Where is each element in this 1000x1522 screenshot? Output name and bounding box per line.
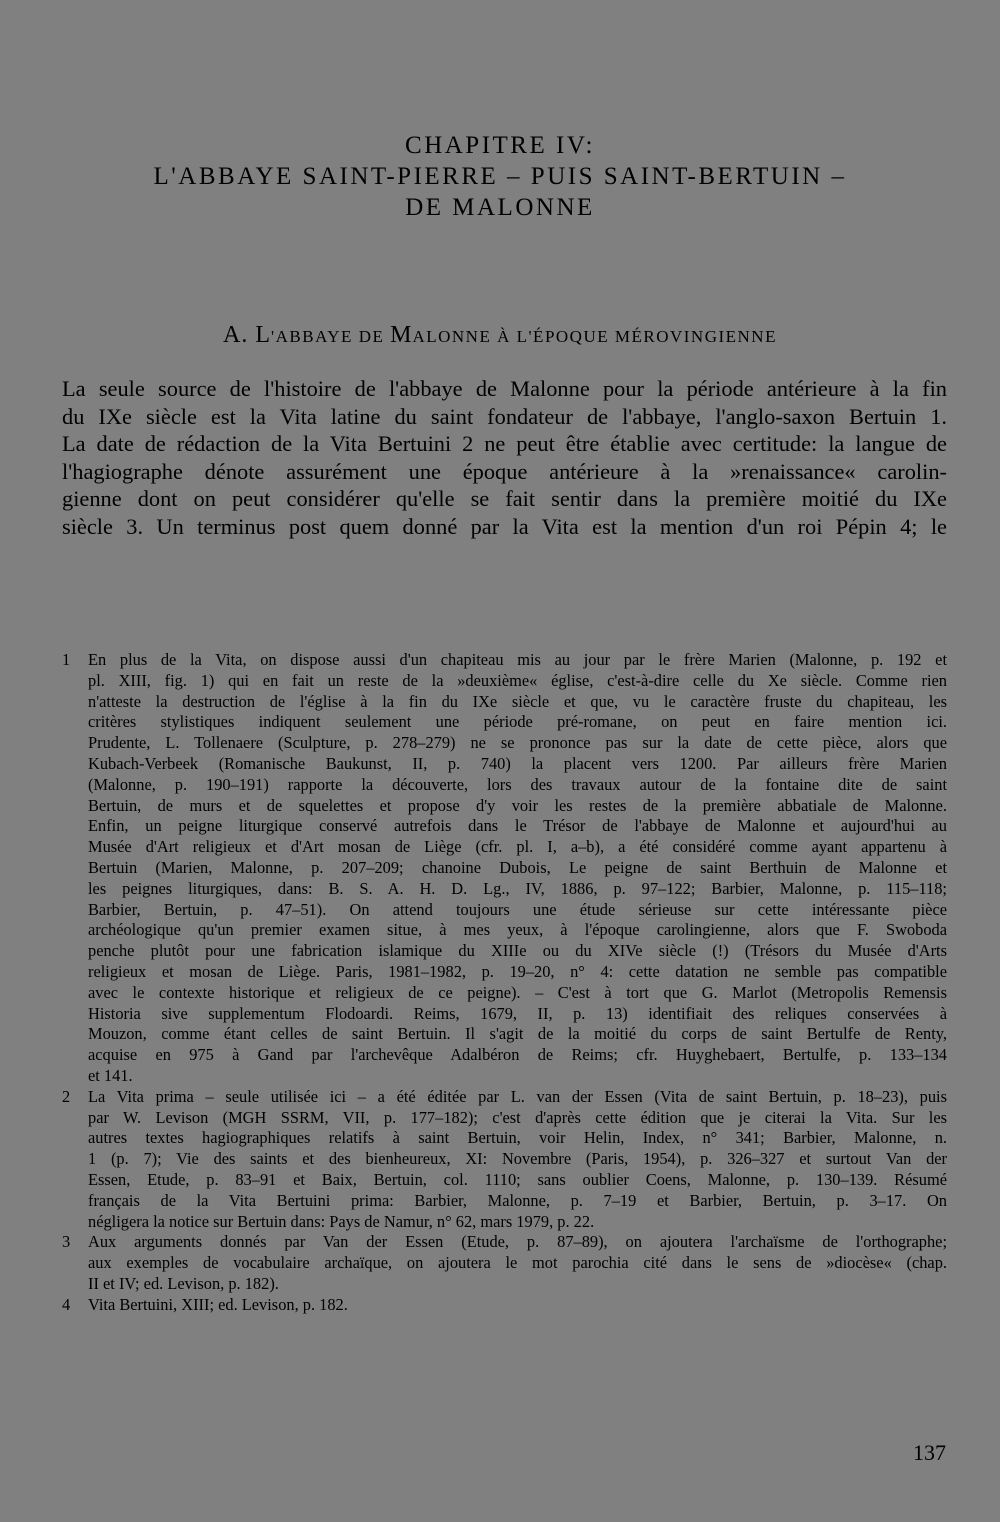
footnote-text bbox=[88, 1087, 947, 1233]
footnote-text bbox=[88, 1295, 947, 1316]
footnote-line: avec le contexte historique et religieux de ce peigne). – C'est à tort que G. Marlot (Metropolis Remensis bbox=[88, 982, 947, 1002]
footnote-number: 1 bbox=[62, 650, 71, 669]
footnote-line: Bertuin (Marien, Malonne, p. 207–209; chanoine Dubois, Le peigne de saint Berthuin de Malonne et bbox=[88, 857, 947, 877]
chapter-number: CHAPITRE IV: bbox=[405, 132, 595, 159]
footnote bbox=[62, 1087, 947, 1233]
footnote-line: Historia sive supplementum Flodoardi. Reims, 1679, II, p. 13) identifiait des reliques conservées à bbox=[88, 1003, 947, 1023]
footnote-number: 2 bbox=[62, 1086, 71, 1106]
footnote bbox=[62, 1232, 947, 1294]
footnote-line: Prudente, L. Tollenaere (Sculpture, p. 278–279) ne se prononce pas sur la date de cette pièce, alors que bbox=[88, 733, 947, 753]
footnote bbox=[62, 650, 947, 1087]
section-heading: A. L'ABBAYE DE MALONNE À L'ÉPOQUE MÉROVINGIENNE bbox=[223, 322, 777, 348]
main-text-line: du IXe siècle est la Vita latine du saint fondateur de l'abbaye, l'anglo-saxon Bertuin 1. bbox=[62, 403, 947, 429]
main-text-line: l'hagiographe dénote assurément une époque antérieure à la »renaissance« carolin- bbox=[62, 458, 947, 484]
footnote-number: 4 bbox=[62, 1294, 71, 1314]
footnote-line: et 141. bbox=[88, 1065, 133, 1085]
footnote-line: aux exemples de vocabulaire archaïque, on ajoutera le mot parochia cité dans le sens de »diocèse« (chap. bbox=[88, 1253, 947, 1273]
footnote-line: En plus de la Vita, on dispose aussi d'un chapiteau mis au jour par le frère Marien (Malonne, p. 192 et bbox=[88, 650, 947, 669]
footnote-line: par W. Levison (MGH SSRM, VII, p. 177–182); c'est d'après cette édition que je citerai la Vita. Sur les bbox=[88, 1107, 947, 1127]
footnote-line: Aux arguments donnés par Van der Essen (Etude, p. 87–89), on ajoutera l'archaïsme de l'orthographe; bbox=[88, 1232, 947, 1252]
footnote-line: archéologique qu'un premier examen situe, à mes yeux, à l'époque carolingienne, alors que F. Swoboda bbox=[88, 920, 947, 940]
footnotes bbox=[62, 650, 947, 1316]
footnote-text bbox=[88, 650, 947, 1087]
footnote-line: Kubach-Verbeek (Romanische Baukunst, II, p. 740) la placent vers 1200. Par ailleurs frère Marien bbox=[88, 753, 947, 773]
footnote-line: n'atteste la destruction de l'église à la fin du IXe siècle et que, vu le caractère fruste du chapiteau, les bbox=[88, 691, 947, 711]
footnote-line: français de la Vita Bertuini prima: Barbier, Malonne, p. 7–19 et Barbier, Bertuin, p. 3–17. On bbox=[88, 1190, 947, 1210]
page-number: 137 bbox=[913, 1440, 946, 1465]
footnote-text bbox=[88, 1232, 947, 1294]
footnote-line: penche plutôt pour une fabrication islamique du XIIIe ou du XIVe siècle (!) (Trésors du Musée d'Arts bbox=[88, 941, 947, 961]
footnote-line: autres textes hagiographiques relatifs à saint Bertuin, voir Helin, Index, n° 341; Barbier, Malonne, n. bbox=[88, 1128, 947, 1148]
footnote bbox=[62, 1295, 947, 1316]
footnote-line: Barbier, Bertuin, p. 47–51). On attend toujours une étude sérieuse sur cette intéressante pièce bbox=[88, 899, 947, 919]
footnote-line: II et IV; ed. Levison, p. 182). bbox=[88, 1273, 279, 1293]
footnote-line: Enfin, un peigne liturgique conservé autrefois dans le Trésor de l'abbaye de Malonne et aujourd'hui au bbox=[88, 816, 947, 836]
chapter-title bbox=[0, 130, 1000, 223]
footnote-line: négligera la notice sur Bertuin dans: Pays de Namur, n° 62, mars 1979, p. 22. bbox=[88, 1211, 595, 1231]
main-text-line: siècle 3. Un terminus post quem donné par la Vita est la mention d'un roi Pépin 4; le bbox=[62, 513, 947, 539]
footnote-line: 1 (p. 7); Vie des saints et des bienheureux, XI: Novembre (Paris, 1954), p. 326–327 et surtout Van der bbox=[88, 1149, 947, 1169]
footnote-line: La Vita prima – seule utilisée ici – a été éditée par L. van der Essen (Vita de saint Bertuin, p. 18–23), puis bbox=[88, 1086, 947, 1106]
footnote-line: Essen, Etude, p. 83–91 et Baix, Bertuin, col. 1110; sans oublier Coens, Malonne, p. 130–139. Résumé bbox=[88, 1169, 947, 1189]
footnote-line: Vita Bertuini, XIII; ed. Levison, p. 182. bbox=[88, 1294, 348, 1314]
footnote-line: Mouzon, comme étant celles de saint Bertuin. Il s'agit de la moitié du corps de saint Bertulfe de Renty, bbox=[88, 1024, 947, 1044]
footnote-line: Bertuin, de murs et de squelettes et propose d'y voir les restes de la première abbatiale de Malonne. bbox=[88, 795, 947, 815]
footnote-number: 3 bbox=[62, 1232, 71, 1252]
main-text-line: gienne dont on peut considérer qu'elle se fait sentir dans la première moitié du IXe bbox=[62, 486, 947, 512]
footnote-line: acquise en 975 à Gand par l'archevêque Adalbéron de Reims; cfr. Huyghebaert, Bertulfe, p. 133–134 bbox=[88, 1045, 947, 1065]
chapter-title-line-1: L'ABBAYE SAINT-PIERRE – PUIS SAINT-BERTUIN – bbox=[153, 163, 847, 190]
footnote-line: les peignes liturgiques, dans: B. S. A. H. D. Lg., IV, 1886, p. 97–122; Barbier, Malonne, p. 115–118; bbox=[88, 878, 947, 898]
footnote-line: pl. XIII, fig. 1) qui en fait un reste de la »deuxième« église, c'est-à-dire celle du Xe siècle. Comme rien bbox=[88, 670, 947, 690]
main-text-line: La date de rédaction de la Vita Bertuini 2 ne peut être établie avec certitude: la langue de bbox=[62, 431, 947, 457]
footnote-line: Musée d'Art religieux et d'Art mosan de Liège (cfr. pl. I, a–b), a été considéré comme ayant appartenu à bbox=[88, 837, 947, 857]
main-text-line: La seule source de l'histoire de l'abbaye de Malonne pour la période antérieure à la fin bbox=[62, 376, 947, 401]
chapter-title-line-2: DE MALONNE bbox=[405, 194, 595, 221]
footnote-line: (Malonne, p. 190–191) rapporte la découverte, lors des travaux autour de la fontaine dite de saint bbox=[88, 774, 947, 794]
footnote-line: religieux et mosan de Liège. Paris, 1981–1982, p. 19–20, n° 4: cette datation ne semble pas compatible bbox=[88, 961, 947, 981]
main-paragraph bbox=[62, 375, 947, 541]
footnote-line: critères stylistiques indiquent seulement une période pré-romane, on peut en faire mention ici. bbox=[88, 712, 947, 732]
